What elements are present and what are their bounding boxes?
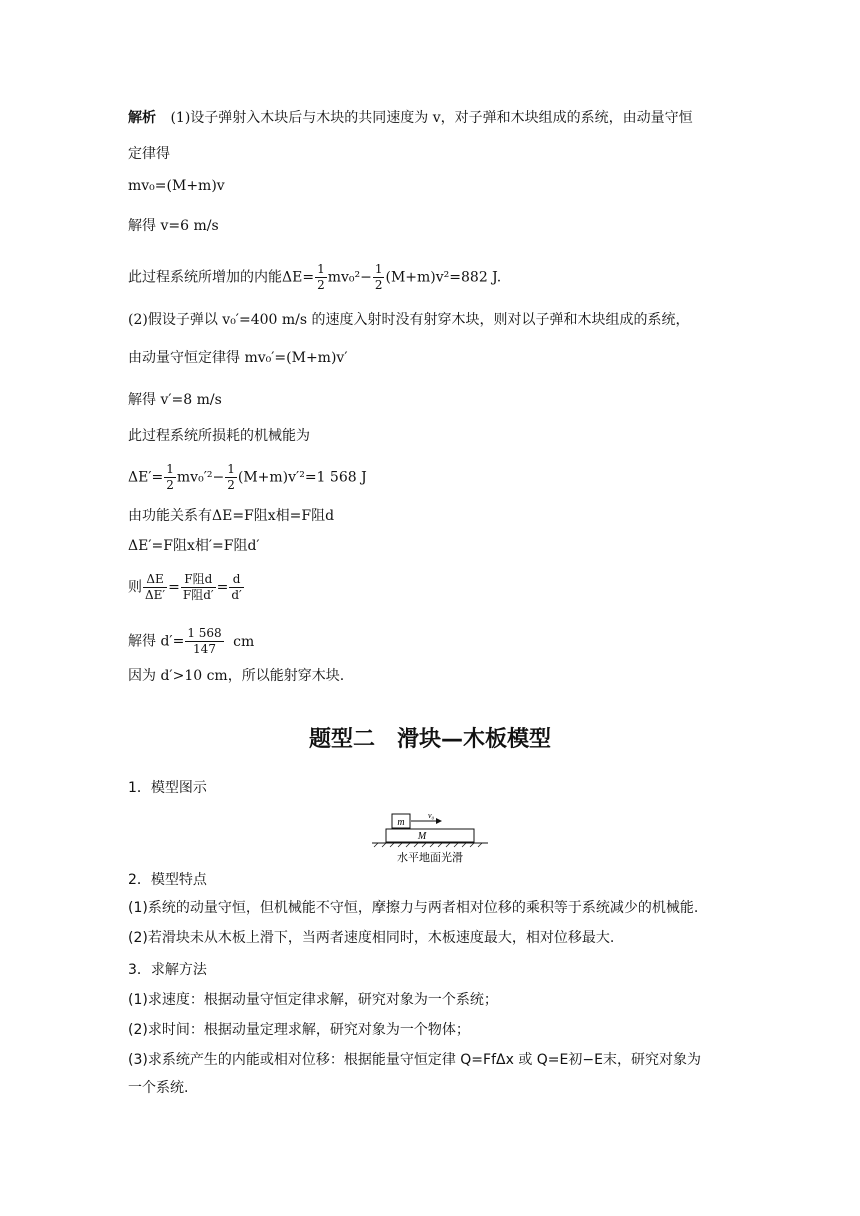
method-1: (1)求速度：根据动量守恒定律求解，研究对象为一个系统； (128, 992, 498, 1008)
arrow-head-icon (436, 818, 442, 824)
heading-model-diagram: 1．模型图示 (128, 780, 207, 796)
fraction-den: ΔE′ (145, 588, 166, 602)
eq3-pre: 此过程系统所增加的内能ΔE= (128, 269, 315, 286)
board-shape (386, 829, 474, 842)
figure-caption: 水平地面光滑 (397, 851, 463, 864)
fraction (164, 462, 176, 493)
eq-distance (128, 626, 254, 657)
solution-p1-cont: 定律得 (128, 146, 170, 162)
fraction (143, 572, 167, 603)
fraction-den: 2 (227, 478, 235, 492)
fraction-num: 1 (374, 262, 383, 276)
fraction-den: d′ (231, 588, 242, 602)
solution-p1: (1)设子弹射入木块后与木块的共同速度为 v，对子弹和木块组成的系统，由动量守恒 (170, 110, 693, 126)
eq6-mid: mv₀′²− (176, 469, 225, 486)
fraction-den: 2 (166, 478, 174, 492)
fraction (315, 262, 327, 293)
ground-hatch (374, 843, 482, 847)
eq-work-energy-2: ΔE′=F阻x相′=F阻d′ (128, 538, 260, 554)
heading-solution-methods: 3．求解方法 (128, 962, 207, 978)
fraction (229, 572, 243, 603)
eq-momentum: mv₀=(M+m)v (128, 178, 225, 194)
model-figure (370, 810, 490, 870)
fraction-den: F阻d′ (182, 588, 214, 602)
eq-ratio (128, 572, 245, 603)
eq10-unit: cm (233, 633, 255, 650)
velocity-label: v₀ (428, 811, 435, 820)
fraction-num: 1 (317, 262, 325, 276)
method-2: (2)求时间：根据动量定理求解，研究对象为一个物体； (128, 1022, 470, 1038)
fraction (225, 462, 237, 493)
section-title: 题型二 滑块—木板模型 (308, 727, 551, 752)
eq-velocity: 解得 v=6 m/s (128, 218, 219, 234)
fraction-den: 2 (374, 278, 383, 292)
eq-work-energy: 由功能关系有ΔE=F阻x相=F阻d (128, 508, 335, 524)
block-label: m (397, 817, 405, 828)
eq9-pre: 则 (128, 579, 142, 596)
eq3-mid: mv₀²− (327, 269, 372, 286)
feature-2: (2)若滑块未从木板上滑下，当两者速度相同时，木板速度最大，相对位移最大. (128, 930, 615, 946)
fraction-num: d (229, 572, 243, 588)
solution-p2: (2)假设子弹以 v₀′=400 m/s 的速度入射时没有射穿木块，则对以子弹和木块组成的系统， (128, 312, 690, 328)
fraction-num: F阻d (181, 572, 216, 588)
eq-energy-loss-text: 此过程系统所损耗的机械能为 (128, 428, 310, 444)
fraction-num: 1 (166, 462, 174, 476)
conclusion: 因为 d′>10 cm，所以能射穿木块. (128, 668, 345, 684)
equals: = (168, 579, 180, 596)
solution-p2-cont: 由动量守恒定律得 mv₀′=(M+m)v′ (128, 350, 348, 366)
solution-line-1 (128, 108, 693, 128)
eq6-end: (M+m)v′²=1 568 J (237, 469, 367, 486)
fraction-den: 2 (317, 278, 325, 292)
slider-board-diagram (370, 810, 490, 866)
eq3-end: (M+m)v²=882 J. (385, 269, 502, 286)
method-3: (3)求系统产生的内能或相对位移：根据能量守恒定律 Q=FfΔx 或 Q=E初−E末，研究对象为 (128, 1052, 701, 1068)
feature-1: (1)系统的动量守恒，但机械能不守恒，摩擦力与两者相对位移的乘积等于系统减少的机械能. (128, 900, 699, 916)
fraction (373, 262, 385, 293)
eq-velocity-2: 解得 v′=8 m/s (128, 392, 222, 408)
eq6-pre: ΔE′= (128, 469, 164, 486)
fraction-num: 1 568 (187, 626, 222, 640)
fraction (181, 572, 216, 603)
eq-energy-loss (128, 462, 367, 493)
solution-label: 解析 (128, 110, 156, 126)
method-3-cont: 一个系统. (128, 1080, 189, 1096)
eq-internal-energy (128, 262, 501, 293)
fraction-num: 1 (227, 462, 235, 476)
fraction (185, 626, 223, 657)
equals: = (216, 579, 229, 596)
eq10-pre: 解得 d′= (128, 633, 185, 650)
fraction-num: ΔE (143, 572, 167, 588)
fraction-den: 147 (193, 642, 216, 656)
board-label: M (417, 831, 427, 842)
heading-model-features: 2．模型特点 (128, 872, 207, 888)
